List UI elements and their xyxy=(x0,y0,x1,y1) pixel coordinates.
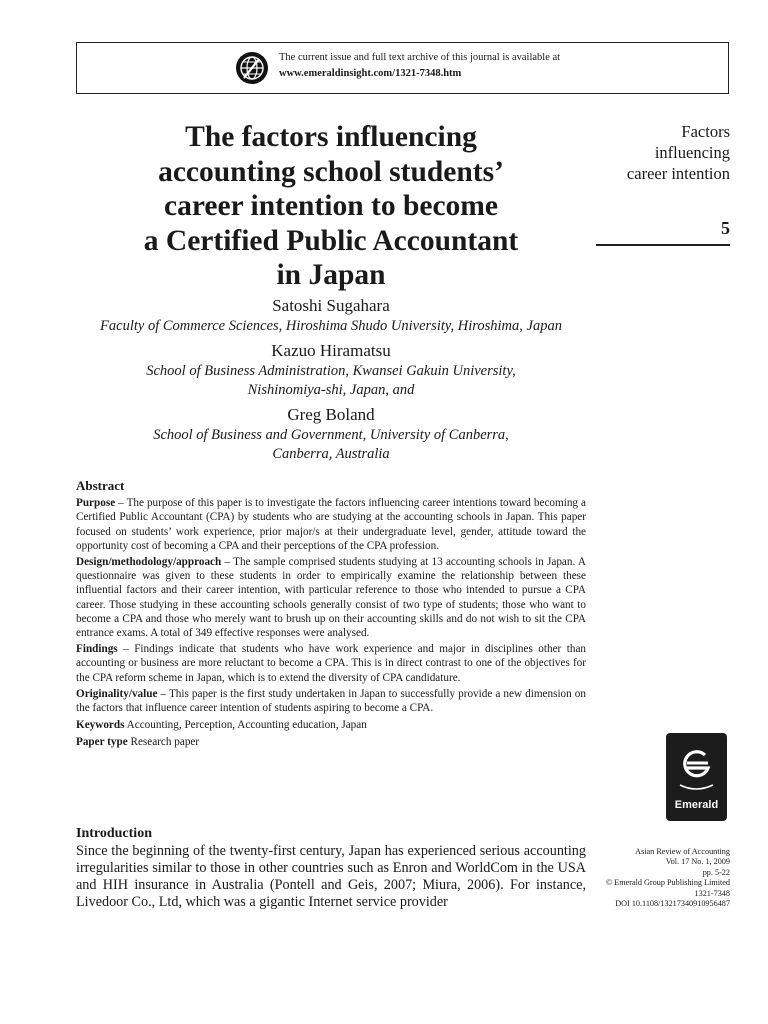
globe-icon xyxy=(235,51,269,85)
introduction-heading: Introduction xyxy=(76,826,152,841)
affiliation-line: School of Business Administration, Kwansei Gakuin University, xyxy=(146,363,516,379)
journal-line: Vol. 17 No. 1, 2009 xyxy=(665,857,730,867)
section-text: This paper is the first study undertaken in Japan to successfully provide a new dimension on the factors that influence career intention of students aspiring to become a CPA. xyxy=(76,687,586,715)
affiliation-line: School of Business and Government, University of Canberra, xyxy=(153,427,509,443)
emerald-logo xyxy=(666,733,727,821)
author-affiliation xyxy=(70,317,592,336)
banner-text: The current issue and full text archive of this journal is available at xyxy=(279,52,561,63)
title-line: The factors influencing xyxy=(185,121,477,153)
section-label: Design/methodology/approach xyxy=(76,556,222,569)
section-text: The purpose of this paper is to investigate the factors influencing career intentions toward becoming a Certified Public Accountant (CPA) by students who are studying at the accounting schools in Japan. This paper focused on students’ work experience, prior major/s at their undergraduate level, gender, attitude toward the opportunity cost of becoming a CPA and their perceptions of the CPA profession. xyxy=(76,497,586,552)
running-head-divider xyxy=(596,244,730,246)
abstract-design: Design/methodology/approach – The sample comprised students studying at 13 accounting schools in Japan. A questionnaire was given to these students in order to empirically examine the relationship between these influential factors and their career intention, with particular reference to those who intended to pursue a CPA career. Those studying in these accounting schools generally consist of two type of students; those who want to become a CPA and those who merely want to brush up on their accounting skills and do not wish to sit the CPA entrance exams. A total of 349 effective responses were analysed. xyxy=(76,556,586,640)
page-number: 5 xyxy=(721,218,730,238)
author-name: Kazuo Hiramatsu xyxy=(271,341,391,360)
author-affiliation xyxy=(70,362,592,400)
title-line: career intention to become xyxy=(164,190,498,222)
article-title xyxy=(76,120,586,293)
affiliation-line: Faculty of Commerce Sciences, Hiroshima Shudo University, Hiroshima, Japan xyxy=(100,318,562,334)
affiliation-line: Nishinomiya-shi, Japan, and xyxy=(247,382,415,398)
abstract-paper-type xyxy=(76,735,586,749)
introduction-section xyxy=(76,826,586,911)
abstract-heading: Abstract xyxy=(76,478,125,493)
abstract-purpose: Purpose – The purpose of this paper is to investigate the factors influencing career intentions toward becoming a Certified Public Accountant (CPA) by students who are studying at the accounting schools in Japan. This paper focused on students’ work experience, prior major/s at their undergraduate level, gender, attitude toward the opportunity cost of becoming a CPA and their perceptions of the CPA profession. xyxy=(76,497,586,552)
journal-doi: DOI 10.1108/13217340910956487 xyxy=(615,899,730,909)
abstract-originality: Originality/value – This paper is the first study undertaken in Japan to successfully provide a new dimension on the factors that influence career intention of students aspiring to become a CPA. xyxy=(76,687,586,715)
title-line: a Certified Public Accountant xyxy=(143,224,519,257)
journal-line: pp. 5-22 xyxy=(702,867,730,877)
author-affiliation xyxy=(70,426,592,464)
journal-line: Asian Review of Accounting xyxy=(635,847,730,856)
journal-line: 1321-7348 xyxy=(694,888,730,898)
affiliation-line: Canberra, Australia xyxy=(272,446,390,462)
section-text: The sample comprised students studying at 13 accounting schools in Japan. A questionnaire was given to these students in order to empirically examine the relationship between these influential factors and their career intention, with particular reference to those who intended to pursue a CPA career. Those studying in these accounting schools generally consist of two type of students; those who want to become a CPA and those who merely want to brush up on their accounting skills and do not wish to sit the CPA entrance exams. A total of 349 effective responses were analysed. xyxy=(76,556,586,640)
journal-citation xyxy=(550,847,730,909)
paper-type-text: Research paper xyxy=(130,736,200,749)
introduction-text: Since the beginning of the twenty-first century, Japan has experienced serious accounting irregularities similar to those in other countries such as Enron and WorldCom in the USA and HIH insurance in Australia (Pontell and Geis, 2007; Miura, 2006). For instance, Livedoor Co., Ltd, which was a gigantic Internet service provider xyxy=(76,843,586,910)
paper-type-label: Paper type xyxy=(76,736,128,749)
journal-line: © Emerald Group Publishing Limited xyxy=(605,878,730,888)
abstract-findings: Findings – Findings indicate that students who have work experience and major in disciplines other than accounting or business are more reluctant to become a CPA. This is in direct contrast to one of the objectives for the CPA reform scheme in Japan, which is to extend the diversity of CPA candidature. xyxy=(76,643,586,684)
running-head-line: career intention xyxy=(626,164,730,183)
journal-url-link[interactable]: www.emeraldinsight.com/1321-7348.htm xyxy=(279,68,462,79)
journal-availability-banner xyxy=(76,42,729,94)
title-line: in Japan xyxy=(276,259,386,291)
emerald-e-icon xyxy=(675,741,718,791)
abstract xyxy=(76,479,586,752)
keywords-text: Accounting, Perception, Accounting education, Japan xyxy=(126,719,367,732)
author-name: Greg Boland xyxy=(287,405,375,424)
logo-wordmark: Emerald xyxy=(674,799,719,811)
running-head-line: influencing xyxy=(654,143,730,162)
keywords-label: Keywords xyxy=(76,719,125,732)
section-text: Findings indicate that students who have work experience and major in disciplines other than accounting or business are more reluctant to become a CPA. This is in direct contrast to one of the objectives for the CPA reform scheme in Japan, which is to extend the diversity of CPA candidature. xyxy=(76,643,586,684)
section-label: Originality/value xyxy=(76,687,158,700)
title-line: accounting school students’ xyxy=(158,155,504,188)
section-label: Purpose xyxy=(76,497,116,510)
running-head-line: Factors xyxy=(681,122,730,141)
section-label: Findings xyxy=(76,643,118,656)
author-name: Satoshi Sugahara xyxy=(272,296,390,315)
author-list xyxy=(70,295,592,468)
abstract-keywords xyxy=(76,718,586,732)
